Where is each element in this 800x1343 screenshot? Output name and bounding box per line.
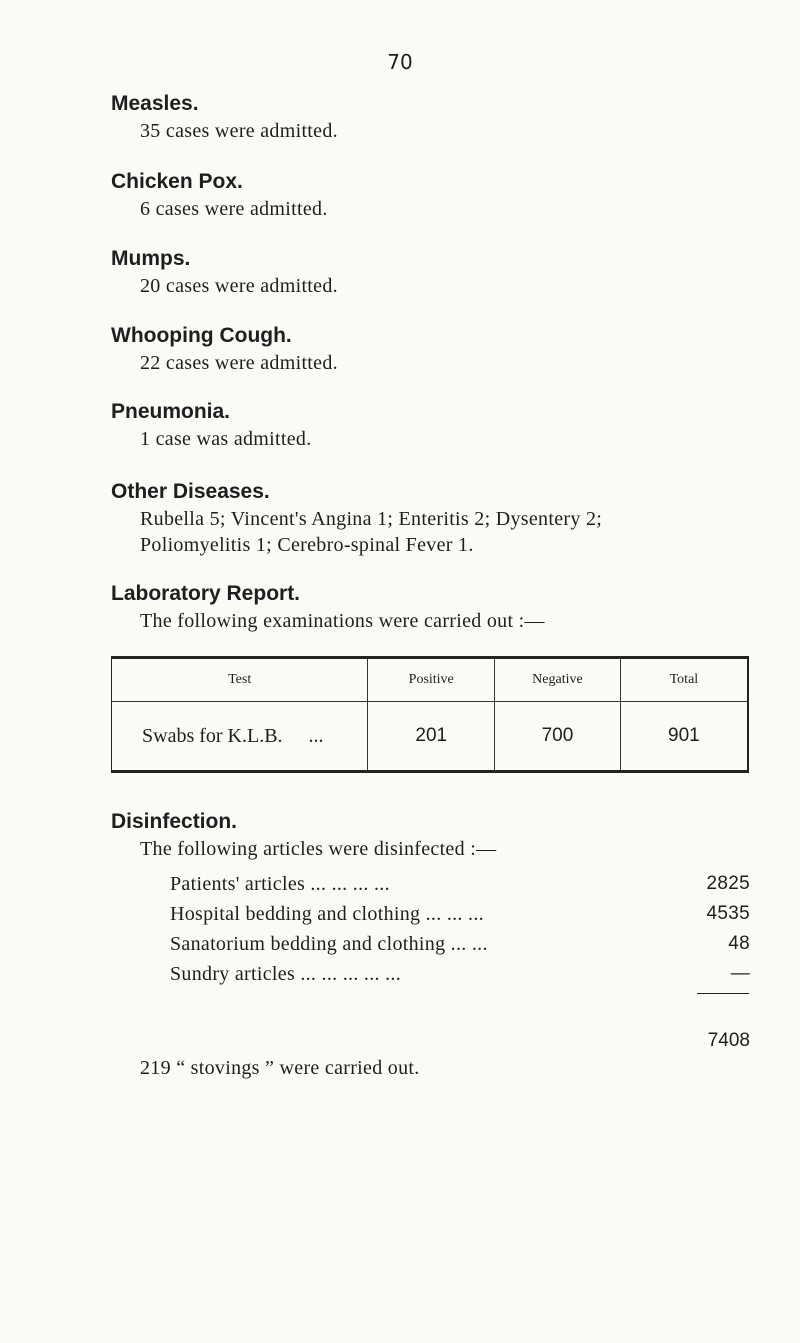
cell-total: 901 bbox=[668, 725, 700, 746]
section-heading: Laboratory Report. bbox=[111, 582, 301, 605]
item-label: Patients' articles ... ... ... ... bbox=[170, 873, 390, 895]
list-item bbox=[170, 899, 750, 929]
section-text: Poliomyelitis 1; Cerebro-spinal Fever 1. bbox=[140, 534, 474, 556]
item-value: — bbox=[730, 963, 750, 984]
section-whooping-cough bbox=[111, 322, 338, 376]
section-heading: Chicken Pox. bbox=[111, 170, 243, 193]
list-item bbox=[170, 869, 750, 899]
section-text: 20 cases were admitted. bbox=[140, 275, 338, 297]
list-item bbox=[170, 929, 750, 959]
section-heading: Mumps. bbox=[111, 247, 191, 270]
section-mumps bbox=[111, 245, 338, 299]
cell-test bbox=[112, 702, 368, 772]
item-value: 2825 bbox=[706, 873, 750, 894]
table-header-row bbox=[112, 658, 749, 702]
section-text: 22 cases were admitted. bbox=[140, 352, 338, 374]
total-rule bbox=[697, 993, 749, 994]
section-heading: Disinfection. bbox=[111, 810, 238, 833]
item-label: Sanatorium bedding and clothing ... ... bbox=[170, 933, 488, 955]
section-heading: Measles. bbox=[111, 92, 199, 115]
cell-positive: 201 bbox=[368, 702, 495, 772]
laboratory-table bbox=[111, 656, 749, 773]
header-positive: Positive bbox=[368, 658, 495, 702]
section-chicken-pox bbox=[111, 168, 328, 222]
item-label: Sundry articles ... ... ... ... ... bbox=[170, 963, 402, 985]
section-other-diseases bbox=[111, 478, 602, 558]
section-pneumonia bbox=[111, 398, 312, 452]
section-heading: Pneumonia. bbox=[111, 400, 231, 423]
item-value: 4535 bbox=[706, 903, 750, 924]
header-total: Total bbox=[620, 658, 748, 702]
section-laboratory-report bbox=[111, 580, 545, 634]
header-test: Test bbox=[112, 658, 368, 702]
section-text: 1 case was admitted. bbox=[140, 428, 312, 450]
section-text: 35 cases were admitted. bbox=[140, 120, 338, 142]
list-item bbox=[170, 959, 750, 989]
test-name: Swabs for K.L.B. bbox=[142, 724, 283, 747]
disinfection-total: 7408 bbox=[707, 1030, 750, 1051]
section-text: 6 cases were admitted. bbox=[140, 198, 328, 220]
test-dots: ... bbox=[308, 724, 324, 747]
header-negative: Negative bbox=[495, 658, 621, 702]
item-label: Hospital bedding and clothing ... ... ... bbox=[170, 903, 484, 925]
item-value: 48 bbox=[728, 933, 750, 954]
section-text: The following examinations were carried out :— bbox=[140, 610, 545, 632]
section-heading: Whooping Cough. bbox=[111, 324, 292, 347]
section-measles bbox=[111, 90, 338, 144]
section-text: Rubella 5; Vincent's Angina 1; Enteritis 2; Dysentery 2; bbox=[140, 508, 603, 530]
page-number: 70 bbox=[387, 50, 413, 74]
section-disinfection bbox=[111, 808, 496, 862]
section-heading: Other Diseases. bbox=[111, 480, 270, 503]
disinfection-list bbox=[170, 869, 750, 989]
section-text: The following articles were disinfected :— bbox=[140, 838, 497, 860]
cell-negative: 700 bbox=[495, 702, 621, 772]
table-row bbox=[112, 702, 749, 772]
stovings-text: 219 “ stovings ” were carried out. bbox=[140, 1057, 420, 1079]
